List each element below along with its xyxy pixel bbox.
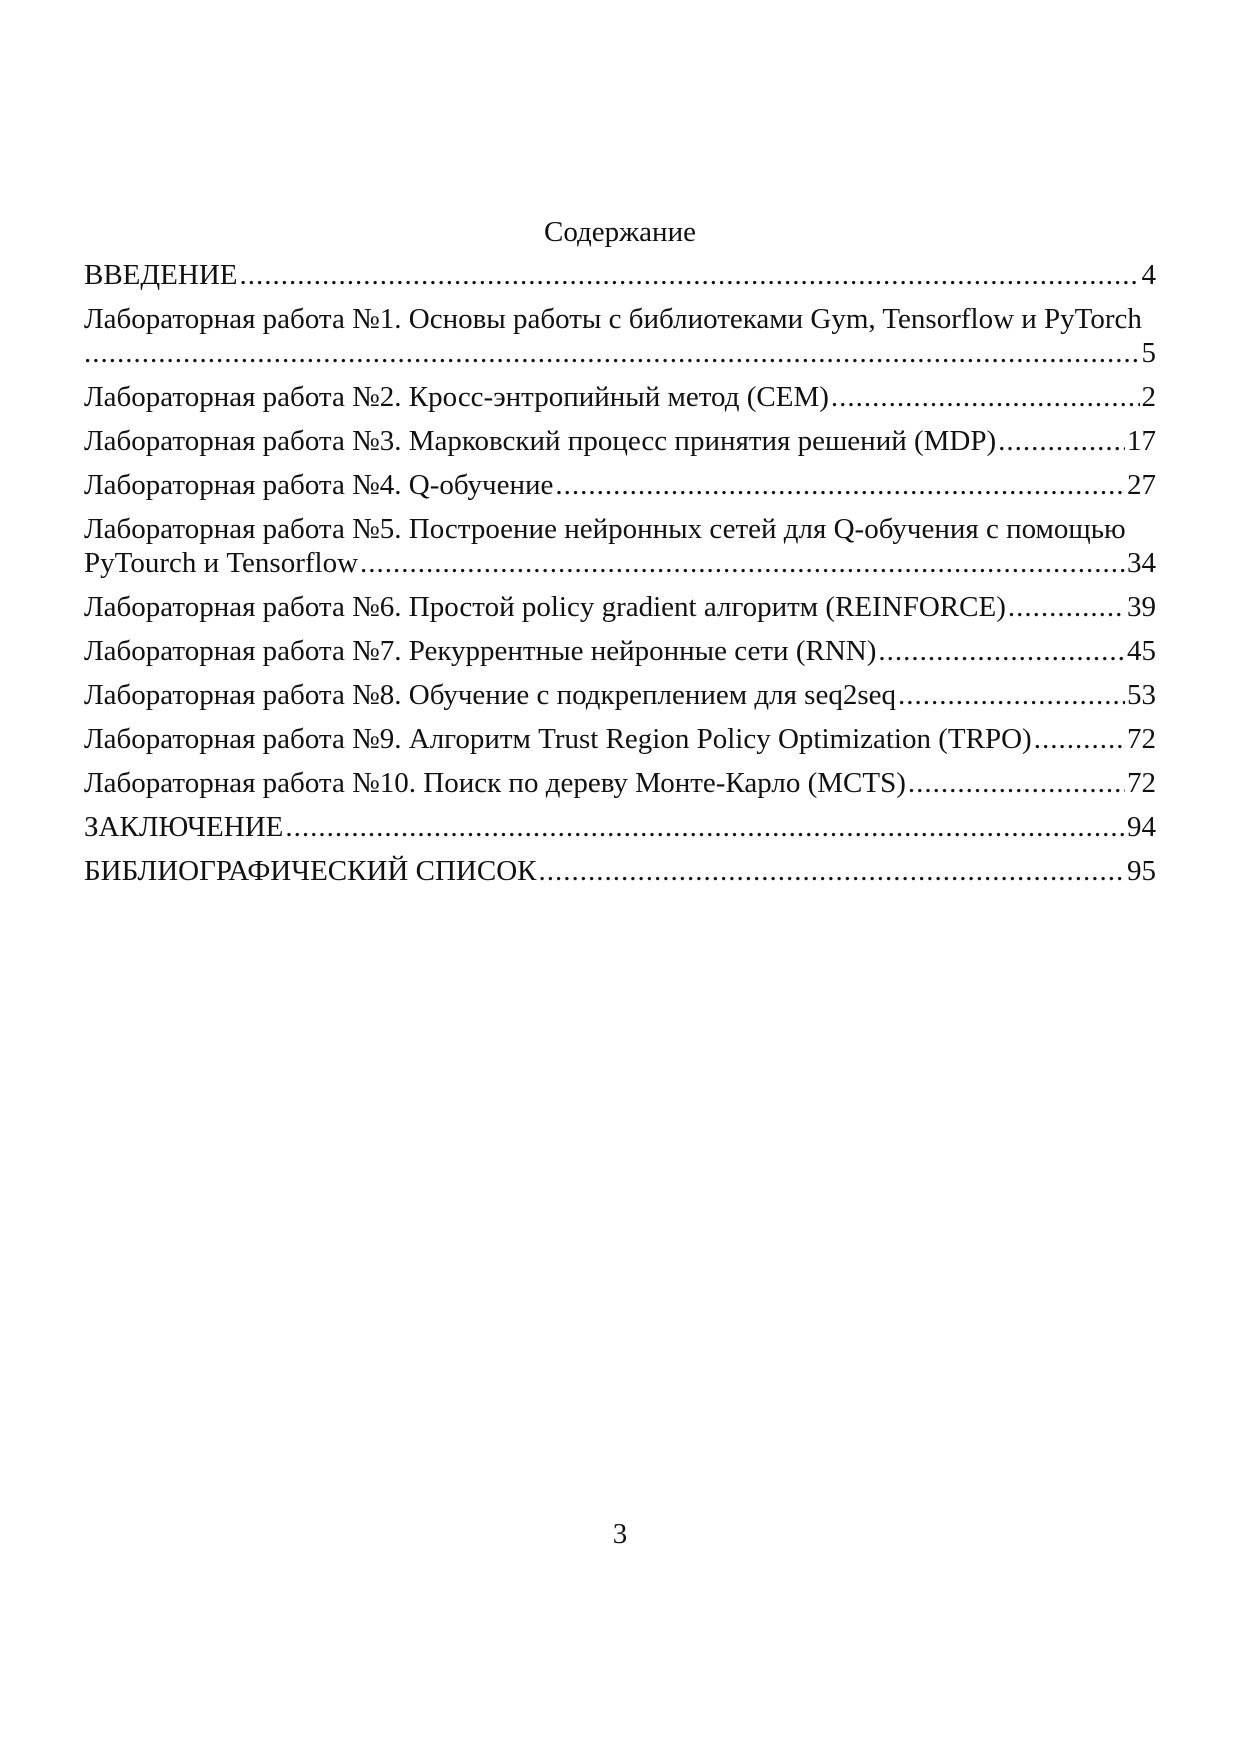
toc-entry[interactable]: [84, 854, 1156, 888]
toc-entry-title: Лабораторная работа №8. Обучение с подкреплением для seq2seq: [84, 679, 896, 711]
dot-leader: [1034, 722, 1125, 756]
toc-entry-page: 2: [1141, 381, 1156, 413]
toc-entry-page: 94: [1127, 811, 1156, 843]
toc-entry-title: ВВЕДЕНИЕ: [84, 259, 238, 291]
toc-entry[interactable]: [84, 810, 1156, 844]
toc-entry-title: БИБЛИОГРАФИЧЕСКИЙ СПИСОК: [84, 855, 537, 887]
toc-entry-title-line1: Лабораторная работа №5. Построение нейронных сетей для Q-обучения с помощью: [84, 513, 1126, 545]
dot-leader: [285, 810, 1125, 844]
toc-entry[interactable]: [84, 258, 1156, 292]
dot-leader: [831, 380, 1140, 414]
toc-entry-title: Лабораторная работа №4. Q-обучение: [84, 469, 554, 501]
dot-leader: [360, 546, 1125, 580]
dot-leader: [878, 634, 1125, 668]
toc-entry[interactable]: [84, 468, 1156, 502]
toc-entry-title-line2: PyTourch и Tensorflow: [84, 547, 359, 579]
toc-entry[interactable]: [84, 302, 1156, 370]
toc-entry[interactable]: [84, 512, 1156, 580]
dot-leader: [555, 468, 1125, 502]
toc-entry-title: Лабораторная работа №2. Кросс-энтропийный метод (CEM): [84, 381, 829, 413]
toc-entry-page: 72: [1127, 723, 1156, 755]
toc-entry-page: 5: [1141, 337, 1156, 369]
toc-entry-page: 39: [1127, 591, 1156, 623]
toc-entry-page: 53: [1127, 679, 1156, 711]
dot-leader: [538, 854, 1125, 888]
toc-entry[interactable]: [84, 678, 1156, 712]
toc-entry[interactable]: [84, 590, 1156, 624]
toc-entry-page: 72: [1127, 767, 1156, 799]
toc-entry-page: 4: [1141, 259, 1156, 291]
toc-entry[interactable]: [84, 766, 1156, 800]
dot-leader: [84, 336, 1140, 370]
toc-entry-page: 45: [1127, 635, 1156, 667]
dot-leader: [998, 424, 1125, 458]
toc-entry[interactable]: [84, 634, 1156, 668]
toc-entry[interactable]: [84, 380, 1156, 414]
dot-leader: [240, 258, 1140, 292]
toc-entry-page: 17: [1127, 425, 1156, 457]
toc-entry[interactable]: [84, 722, 1156, 756]
toc-entry-title: Лабораторная работа №6. Простой policy gradient алгоритм (REINFORCE): [84, 591, 1006, 623]
toc-entry-title: Лабораторная работа №1. Основы работы с библиотеками Gym, Tensorflow и PyTorch: [84, 303, 1142, 335]
toc-entry-title: Лабораторная работа №3. Марковский процесс принятия решений (MDP): [84, 425, 997, 457]
toc-entry-title: Лабораторная работа №9. Алгоритм Trust Region Policy Optimization (TRPO): [84, 723, 1032, 755]
toc-title: Содержание: [544, 216, 696, 248]
dot-leader: [1008, 590, 1125, 624]
toc-entry-page: 34: [1127, 547, 1156, 579]
toc-entry-page: 27: [1127, 469, 1156, 501]
toc-entry-title: Лабораторная работа №10. Поиск по дереву Монте-Карло (MCTS): [84, 767, 906, 799]
dot-leader: [908, 766, 1125, 800]
toc-entry-title: Лабораторная работа №7. Рекуррентные нейронные сети (RNN): [84, 635, 877, 667]
toc-entry[interactable]: [84, 424, 1156, 458]
toc-entry-title: ЗАКЛЮЧЕНИЕ: [84, 811, 284, 843]
page-number: 3: [612, 1518, 628, 1550]
table-of-contents: [84, 258, 1156, 898]
toc-entry-page: 95: [1127, 855, 1156, 887]
dot-leader: [898, 678, 1125, 712]
